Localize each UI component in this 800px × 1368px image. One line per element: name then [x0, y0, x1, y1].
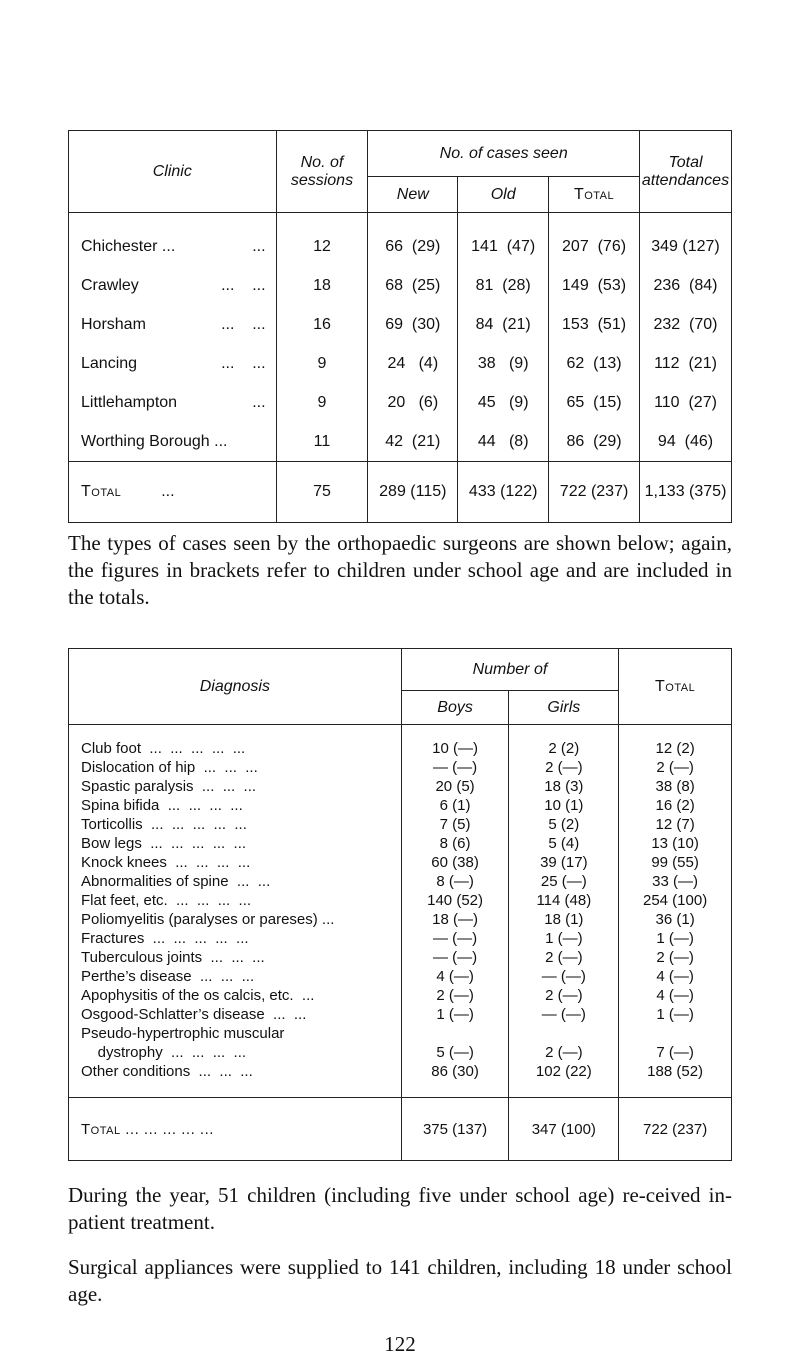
clinic-name: Lancing — [81, 354, 138, 372]
girls-cell: 5 (4) — [509, 834, 619, 853]
total-cell: 99 (55) — [619, 853, 732, 872]
total-girls: 347 (100) — [509, 1098, 619, 1161]
table-row — [69, 1043, 732, 1062]
header-old: Old — [458, 177, 549, 213]
girls-cell: — (—) — [509, 967, 619, 986]
girls-cell: 18 (1) — [509, 910, 619, 929]
girls-cell: 114 (48) — [509, 891, 619, 910]
boys-cell: 18 (—) — [401, 910, 509, 929]
boys-cell: — (—) — [401, 948, 509, 967]
boys-cell — [401, 1024, 509, 1043]
new-cell: 20 (6) — [368, 383, 458, 422]
total-cell: 12 (2) — [619, 725, 732, 759]
girls-cell — [509, 1024, 619, 1043]
old-cell: 84 (21) — [458, 305, 549, 344]
girls-cell: 2 (—) — [509, 758, 619, 777]
header-girls: Girls — [509, 691, 619, 725]
total-cell: 4 (—) — [619, 967, 732, 986]
girls-cell: 5 (2) — [509, 815, 619, 834]
new-cell: 68 (25) — [368, 266, 458, 305]
total-sessions: 75 — [276, 462, 368, 523]
sessions-cell: 11 — [276, 422, 368, 462]
boys-cell: 1 (—) — [401, 1005, 509, 1024]
sessions-cell: 9 — [276, 344, 368, 383]
total-label-cell: Total ... — [69, 462, 277, 523]
total-cell: 1 (—) — [619, 1005, 732, 1024]
diagnosis-cell: Osgood-Schlatter’s disease ... ... — [69, 1005, 402, 1024]
clinic-name: Worthing Borough ... — [81, 432, 228, 450]
boys-cell: 86 (30) — [401, 1062, 509, 1098]
diagnosis-cell: Torticollis ... ... ... ... ... — [69, 815, 402, 834]
clinic-cell — [69, 213, 277, 267]
sessions-cell: 18 — [276, 266, 368, 305]
diagnosis-cell: Flat feet, etc. ... ... ... ... — [69, 891, 402, 910]
total-new: 289 (115) — [368, 462, 458, 523]
girls-cell: 2 (—) — [509, 948, 619, 967]
total-cell: 33 (—) — [619, 872, 732, 891]
diagnosis-cell: Poliomyelitis (paralyses or pareses) ... — [69, 910, 402, 929]
total-cell: 1 (—) — [619, 929, 732, 948]
header-total: Total — [619, 649, 732, 725]
total-attendances: 1,133 (375) — [639, 462, 731, 523]
girls-cell: 1 (—) — [509, 929, 619, 948]
boys-cell: 60 (38) — [401, 853, 509, 872]
total-cell — [619, 1024, 732, 1043]
table-row — [69, 853, 732, 872]
total-cell: 4 (—) — [619, 986, 732, 1005]
diagnosis-cell: Abnormalities of spine ... ... — [69, 872, 402, 891]
boys-cell: 20 (5) — [401, 777, 509, 796]
boys-cell: 8 (—) — [401, 872, 509, 891]
table-total-row — [69, 1098, 732, 1161]
table-row — [69, 1062, 732, 1098]
new-cell: 69 (30) — [368, 305, 458, 344]
leader-dots: ... — [252, 393, 266, 411]
table-row — [69, 213, 732, 267]
old-cell: 38 (9) — [458, 344, 549, 383]
table-row — [69, 929, 732, 948]
boys-cell: 5 (—) — [401, 1043, 509, 1062]
paragraph-intro: The types of cases seen by the orthopaedic surgeons are shown below; again, the figures in brackets refer to children under school age and are included in the totals. — [68, 531, 732, 609]
diagnosis-cell: Tuberculous joints ... ... ... — [69, 948, 402, 967]
table-row — [69, 422, 732, 462]
total-cell: 2 (—) — [619, 948, 732, 967]
table-row — [69, 777, 732, 796]
total-old: 433 (122) — [458, 462, 549, 523]
total-cell: 16 (2) — [619, 796, 732, 815]
girls-cell: 2 (—) — [509, 1043, 619, 1062]
header-sessions: No. of sessions — [276, 131, 368, 213]
diagnosis-cell: Spina bifida ... ... ... ... — [69, 796, 402, 815]
old-cell: 81 (28) — [458, 266, 549, 305]
attendances-cell: 236 (84) — [639, 266, 731, 305]
header-diagnosis: Diagnosis — [69, 649, 402, 725]
header-boys: Boys — [401, 691, 509, 725]
total-boys: 375 (137) — [401, 1098, 509, 1161]
boys-cell: 7 (5) — [401, 815, 509, 834]
old-cell: 44 (8) — [458, 422, 549, 462]
table-row — [69, 986, 732, 1005]
boys-cell: 2 (—) — [401, 986, 509, 1005]
diagnosis-cell: dystrophy ... ... ... ... — [69, 1043, 402, 1062]
diagnosis-cell: Apophysitis of the os calcis, etc. ... — [69, 986, 402, 1005]
clinic-name: Chichester ... — [81, 237, 176, 255]
header-cases-seen: No. of cases seen — [368, 131, 640, 177]
boys-cell: — (—) — [401, 758, 509, 777]
header-new: New — [368, 177, 458, 213]
clinic-cell — [69, 305, 277, 344]
attendances-cell: 232 (70) — [639, 305, 731, 344]
diagnosis-cell: Knock knees ... ... ... ... — [69, 853, 402, 872]
boys-cell: 10 (—) — [401, 725, 509, 759]
table-row — [69, 383, 732, 422]
boys-cell: — (—) — [401, 929, 509, 948]
diagnosis-cell: Perthe’s disease ... ... ... — [69, 967, 402, 986]
total-cell: 38 (8) — [619, 777, 732, 796]
total-cell: 2 (—) — [619, 758, 732, 777]
diagnosis-cell: Other conditions ... ... ... — [69, 1062, 402, 1098]
table-row — [69, 1005, 732, 1024]
table-row — [69, 344, 732, 383]
new-cell: 42 (21) — [368, 422, 458, 462]
sessions-cell: 9 — [276, 383, 368, 422]
attendances-cell: 110 (27) — [639, 383, 731, 422]
boys-cell: 6 (1) — [401, 796, 509, 815]
clinic-name: Horsham — [81, 315, 146, 333]
leader-dots: ... ... — [221, 276, 266, 294]
header-total-attendances: Total attendances — [639, 131, 731, 213]
sessions-cell: 12 — [276, 213, 368, 267]
total-cell: 153 (51) — [549, 305, 640, 344]
diagnosis-cell: Spastic paralysis ... ... ... — [69, 777, 402, 796]
attendances-cell: 349 (127) — [639, 213, 731, 267]
total-cell: 36 (1) — [619, 910, 732, 929]
girls-cell: 2 (2) — [509, 725, 619, 759]
total-all: 722 (237) — [619, 1098, 732, 1161]
girls-cell: 10 (1) — [509, 796, 619, 815]
total-cell: 207 (76) — [549, 213, 640, 267]
table-row — [69, 872, 732, 891]
header-total: Total — [549, 177, 640, 213]
total-cell: 7 (—) — [619, 1043, 732, 1062]
sessions-cell: 16 — [276, 305, 368, 344]
diagnosis-cell: Dislocation of hip ... ... ... — [69, 758, 402, 777]
table-row — [69, 796, 732, 815]
table-row — [69, 910, 732, 929]
boys-cell: 4 (—) — [401, 967, 509, 986]
table-row — [69, 948, 732, 967]
table-row — [69, 967, 732, 986]
table-row — [69, 815, 732, 834]
header-number-of: Number of — [401, 649, 619, 691]
total-cell: 62 (13) — [549, 344, 640, 383]
girls-cell: 25 (—) — [509, 872, 619, 891]
table-total-row — [69, 462, 732, 523]
paragraph-appliances: Surgical appliances were supplied to 141 children, including 18 under school age. — [68, 1255, 732, 1306]
paragraph-inpatient: During the year, 51 children (including five under school age) re-ceived in-patient treatment. — [68, 1183, 732, 1234]
leader-dots: ... ... — [221, 315, 266, 333]
table-row — [69, 834, 732, 853]
total-label: Total ... ... ... ... ... — [69, 1098, 402, 1161]
diagnosis-table — [68, 648, 732, 1161]
header-clinic: Clinic — [69, 131, 277, 213]
table-row — [69, 891, 732, 910]
table-row — [69, 758, 732, 777]
boys-cell: 8 (6) — [401, 834, 509, 853]
girls-cell: 102 (22) — [509, 1062, 619, 1098]
leader-dots: ... ... — [221, 354, 266, 372]
total-total: 722 (237) — [549, 462, 640, 523]
clinic-cell — [69, 266, 277, 305]
table-row — [69, 1024, 732, 1043]
total-cell: 188 (52) — [619, 1062, 732, 1098]
clinic-cell — [69, 422, 277, 462]
new-cell: 24 (4) — [368, 344, 458, 383]
leader-dots: ... — [252, 237, 266, 255]
old-cell: 45 (9) — [458, 383, 549, 422]
clinic-name: Crawley — [81, 276, 139, 294]
diagnosis-cell: Bow legs ... ... ... ... ... — [69, 834, 402, 853]
total-cell: 86 (29) — [549, 422, 640, 462]
total-cell: 12 (7) — [619, 815, 732, 834]
diagnosis-cell: Pseudo-hypertrophic muscular — [69, 1024, 402, 1043]
total-cell: 149 (53) — [549, 266, 640, 305]
total-cell: 13 (10) — [619, 834, 732, 853]
table-row — [69, 725, 732, 759]
table-row — [69, 266, 732, 305]
diagnosis-cell: Club foot ... ... ... ... ... — [69, 725, 402, 759]
old-cell: 141 (47) — [458, 213, 549, 267]
girls-cell: — (—) — [509, 1005, 619, 1024]
new-cell: 66 (29) — [368, 213, 458, 267]
attendances-cell: 112 (21) — [639, 344, 731, 383]
page-number: 122 — [384, 1332, 416, 1356]
diagnosis-cell: Fractures ... ... ... ... ... — [69, 929, 402, 948]
girls-cell: 39 (17) — [509, 853, 619, 872]
boys-cell: 140 (52) — [401, 891, 509, 910]
clinic-name: Littlehampton — [81, 393, 178, 411]
table-row — [69, 305, 732, 344]
clinic-cell — [69, 383, 277, 422]
total-cell: 254 (100) — [619, 891, 732, 910]
girls-cell: 2 (—) — [509, 986, 619, 1005]
girls-cell: 18 (3) — [509, 777, 619, 796]
clinic-cell — [69, 344, 277, 383]
clinic-sessions-table — [68, 130, 732, 523]
attendances-cell: 94 (46) — [639, 422, 731, 462]
total-cell: 65 (15) — [549, 383, 640, 422]
